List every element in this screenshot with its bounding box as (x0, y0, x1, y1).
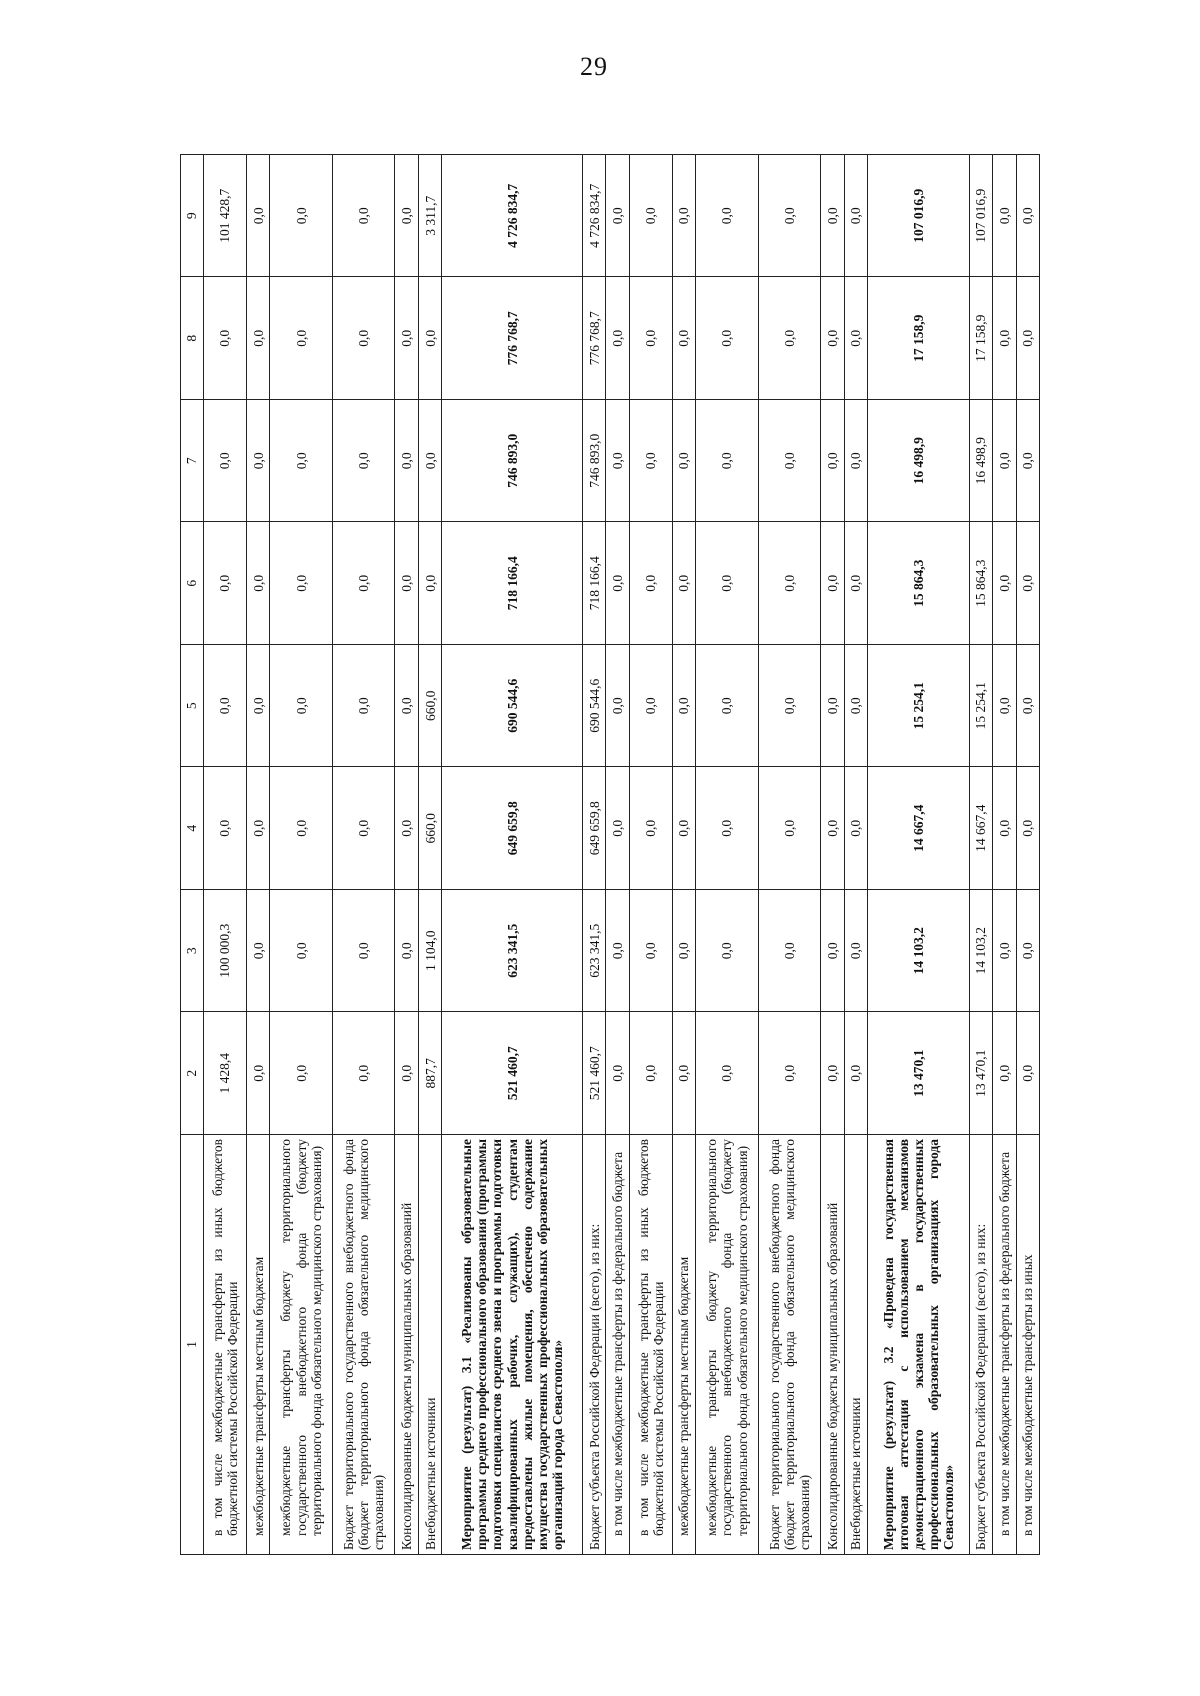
row-value: 0,0 (606, 522, 629, 645)
row-value: 4 726 834,7 (442, 155, 583, 278)
row-value: 0,0 (696, 155, 759, 278)
column-header: 9 (181, 155, 204, 278)
row-value: 15 254,1 (868, 645, 970, 768)
table-row (629, 155, 672, 1555)
row-value: 0,0 (758, 645, 821, 768)
row-value: 718 166,4 (582, 522, 605, 645)
row-value: 0,0 (1016, 277, 1040, 400)
row-value: 0,0 (821, 155, 844, 278)
row-value: 0,0 (758, 522, 821, 645)
row-value: 0,0 (821, 400, 844, 523)
table-row (246, 155, 269, 1555)
row-value: 690 544,6 (442, 645, 583, 768)
row-value: 15 864,3 (868, 522, 970, 645)
row-value: 0,0 (696, 645, 759, 768)
table-row (332, 155, 395, 1555)
row-label: межбюджетные трансферты бюджету территориального государственного внебюджетного фонда (бюджету территориального фонда обязательного медицинского страхования) (696, 1135, 759, 1555)
row-value: 0,0 (821, 645, 844, 768)
row-label: Внебюджетные источники (844, 1135, 867, 1555)
row-label: Бюджет территориального государственного внебюджетного фонда (бюджет территориального фонда обязательного медицинского страхования) (758, 1135, 821, 1555)
table-header (181, 155, 204, 1555)
row-value: 0,0 (270, 767, 333, 890)
row-label: Внебюджетные источники (418, 1135, 441, 1555)
row-value: 0,0 (204, 400, 247, 523)
row-value: 0,0 (1016, 645, 1040, 768)
row-value: 0,0 (629, 277, 672, 400)
row-value: 0,0 (672, 277, 695, 400)
row-value: 0,0 (844, 400, 867, 523)
row-value: 0,0 (246, 767, 269, 890)
table-row (270, 155, 333, 1555)
row-value: 0,0 (672, 400, 695, 523)
row-label: в том числе межбюджетные трансферты из федерального бюджета (606, 1135, 629, 1555)
row-value: 0,0 (821, 522, 844, 645)
row-label: межбюджетные трансферты местным бюджетам (672, 1135, 695, 1555)
row-label: Консолидированные бюджеты муниципальных образований (395, 1135, 418, 1555)
row-value: 0,0 (246, 645, 269, 768)
row-value: 0,0 (758, 767, 821, 890)
table-row (821, 155, 844, 1555)
row-value: 13 470,1 (868, 1012, 970, 1135)
row-value: 1 428,4 (204, 1012, 247, 1135)
row-value: 0,0 (672, 155, 695, 278)
row-value: 0,0 (844, 522, 867, 645)
row-value: 100 000,3 (204, 890, 247, 1013)
row-value: 16 498,9 (868, 400, 970, 523)
row-value: 0,0 (270, 645, 333, 768)
row-value: 887,7 (418, 1012, 441, 1135)
table-row (696, 155, 759, 1555)
row-value: 14 667,4 (868, 767, 970, 890)
row-label: Бюджет субъекта Российской Федерации (всего), из них: (582, 1135, 605, 1555)
row-value: 0,0 (672, 1012, 695, 1135)
column-header: 4 (181, 767, 204, 890)
row-value: 0,0 (993, 155, 1016, 278)
row-value: 0,0 (672, 522, 695, 645)
table-body (204, 155, 1040, 1555)
row-value: 0,0 (758, 155, 821, 278)
row-value: 0,0 (1016, 400, 1040, 523)
row-value: 0,0 (332, 890, 395, 1013)
row-value: 0,0 (629, 155, 672, 278)
row-value: 0,0 (332, 400, 395, 523)
row-value: 0,0 (993, 522, 1016, 645)
row-value: 0,0 (270, 522, 333, 645)
row-value: 0,0 (1016, 155, 1040, 278)
row-value: 0,0 (418, 277, 441, 400)
row-value: 0,0 (758, 890, 821, 1013)
row-value: 623 341,5 (442, 890, 583, 1013)
row-value: 623 341,5 (582, 890, 605, 1013)
page-number: 29 (580, 52, 608, 81)
row-value: 0,0 (672, 767, 695, 890)
row-value: 0,0 (246, 522, 269, 645)
row-value: 0,0 (332, 277, 395, 400)
row-value: 746 893,0 (582, 400, 605, 523)
row-label: Мероприятие (результат) 3.2 «Проведена государственная итоговая аттестация с использованием механизмов демонстрационного экзамена в государственных профессиональных образовательных организациях города Севастополя» (868, 1135, 970, 1555)
row-value: 521 460,7 (582, 1012, 605, 1135)
row-value: 0,0 (332, 1012, 395, 1135)
row-value: 0,0 (758, 1012, 821, 1135)
row-value: 0,0 (821, 767, 844, 890)
row-value: 0,0 (332, 522, 395, 645)
table-row (868, 155, 970, 1555)
row-value: 0,0 (993, 890, 1016, 1013)
row-value: 0,0 (395, 890, 418, 1013)
row-value: 0,0 (1016, 522, 1040, 645)
column-header: 3 (181, 890, 204, 1013)
table-row (582, 155, 605, 1555)
column-header: 5 (181, 645, 204, 768)
row-value: 0,0 (606, 645, 629, 768)
row-value: 0,0 (395, 522, 418, 645)
row-value: 0,0 (844, 645, 867, 768)
row-label: Бюджет субъекта Российской Федерации (всего), из них: (969, 1135, 992, 1555)
row-value: 0,0 (204, 645, 247, 768)
row-value: 0,0 (246, 1012, 269, 1135)
row-value: 16 498,9 (969, 400, 992, 523)
column-header: 8 (181, 277, 204, 400)
budget-table-container (180, 155, 1040, 1555)
row-label: в том числе межбюджетные трансферты из федерального бюджета (993, 1135, 1016, 1555)
row-value: 4 726 834,7 (582, 155, 605, 278)
row-value: 0,0 (672, 890, 695, 1013)
row-value: 718 166,4 (442, 522, 583, 645)
row-value: 14 103,2 (969, 890, 992, 1013)
row-value: 776 768,7 (442, 277, 583, 400)
column-header: 6 (181, 522, 204, 645)
row-value: 0,0 (629, 1012, 672, 1135)
table-row (844, 155, 867, 1555)
row-value: 15 864,3 (969, 522, 992, 645)
row-value: 0,0 (993, 645, 1016, 768)
row-value: 0,0 (629, 767, 672, 890)
row-value: 107 016,9 (868, 155, 970, 278)
row-value: 0,0 (395, 155, 418, 278)
row-value: 101 428,7 (204, 155, 247, 278)
row-value: 0,0 (696, 522, 759, 645)
row-value: 0,0 (246, 890, 269, 1013)
row-value: 17 158,9 (868, 277, 970, 400)
row-value: 0,0 (270, 1012, 333, 1135)
row-value: 13 470,1 (969, 1012, 992, 1135)
row-value: 0,0 (629, 890, 672, 1013)
row-value: 0,0 (204, 277, 247, 400)
row-value: 0,0 (696, 767, 759, 890)
row-value: 0,0 (1016, 767, 1040, 890)
row-value: 0,0 (204, 767, 247, 890)
row-value: 0,0 (270, 890, 333, 1013)
row-value: 0,0 (993, 767, 1016, 890)
row-value: 0,0 (1016, 1012, 1040, 1135)
row-value: 0,0 (844, 767, 867, 890)
row-value: 649 659,8 (442, 767, 583, 890)
row-value: 0,0 (696, 890, 759, 1013)
row-value: 0,0 (270, 155, 333, 278)
row-value: 0,0 (395, 277, 418, 400)
table-row (418, 155, 441, 1555)
table-row (758, 155, 821, 1555)
row-value: 0,0 (606, 155, 629, 278)
row-value: 15 254,1 (969, 645, 992, 768)
row-value: 0,0 (672, 645, 695, 768)
row-value: 649 659,8 (582, 767, 605, 890)
table-row (993, 155, 1016, 1555)
row-value: 0,0 (606, 400, 629, 523)
row-label: межбюджетные трансферты бюджету территориального государственного внебюджетного фонда (бюджету территориального фонда обязательного медицинского страхования) (270, 1135, 333, 1555)
row-label: в том числе межбюджетные трансферты из иных бюджетов бюджетной системы Российской Федерации (629, 1135, 672, 1555)
row-value: 0,0 (204, 522, 247, 645)
row-value: 0,0 (696, 1012, 759, 1135)
row-value: 0,0 (844, 890, 867, 1013)
column-header: 2 (181, 1012, 204, 1135)
row-value: 0,0 (696, 400, 759, 523)
table-row (1016, 155, 1040, 1555)
row-value: 0,0 (395, 1012, 418, 1135)
row-value: 0,0 (395, 767, 418, 890)
row-value: 0,0 (821, 277, 844, 400)
row-value: 0,0 (606, 277, 629, 400)
budget-table (180, 154, 1040, 1555)
row-label: в том числе межбюджетные трансферты из иных (1016, 1135, 1040, 1555)
row-value: 0,0 (246, 155, 269, 278)
row-value: 746 893,0 (442, 400, 583, 523)
row-value: 0,0 (246, 400, 269, 523)
row-value: 0,0 (696, 277, 759, 400)
table-row (672, 155, 695, 1555)
row-value: 0,0 (844, 155, 867, 278)
row-value: 521 460,7 (442, 1012, 583, 1135)
row-value: 0,0 (629, 645, 672, 768)
row-value: 0,0 (606, 1012, 629, 1135)
row-value: 1 104,0 (418, 890, 441, 1013)
row-value: 107 016,9 (969, 155, 992, 278)
row-value: 0,0 (606, 890, 629, 1013)
row-value: 0,0 (844, 277, 867, 400)
row-label: Консолидированные бюджеты муниципальных образований (821, 1135, 844, 1555)
row-label: в том числе межбюджетные трансферты из иных бюджетов бюджетной системы Российской Федерации (204, 1135, 247, 1555)
row-value: 0,0 (629, 400, 672, 523)
row-value: 0,0 (270, 277, 333, 400)
row-value: 660,0 (418, 767, 441, 890)
row-value: 0,0 (606, 767, 629, 890)
row-value: 0,0 (332, 645, 395, 768)
row-value: 0,0 (629, 522, 672, 645)
row-value: 0,0 (395, 645, 418, 768)
table-row (442, 155, 583, 1555)
row-value: 0,0 (758, 277, 821, 400)
row-value: 14 667,4 (969, 767, 992, 890)
row-value: 776 768,7 (582, 277, 605, 400)
row-value: 0,0 (1016, 890, 1040, 1013)
row-label: межбюджетные трансферты местным бюджетам (246, 1135, 269, 1555)
row-value: 0,0 (993, 1012, 1016, 1135)
row-value: 14 103,2 (868, 890, 970, 1013)
row-value: 3 311,7 (418, 155, 441, 278)
row-value: 17 158,9 (969, 277, 992, 400)
row-value: 0,0 (395, 400, 418, 523)
table-row (395, 155, 418, 1555)
row-value: 0,0 (418, 522, 441, 645)
row-value: 0,0 (844, 1012, 867, 1135)
table-row (204, 155, 247, 1555)
column-header: 1 (181, 1135, 204, 1555)
row-value: 0,0 (758, 400, 821, 523)
row-value: 0,0 (418, 400, 441, 523)
row-value: 0,0 (821, 1012, 844, 1135)
row-value: 0,0 (332, 767, 395, 890)
row-value: 0,0 (270, 400, 333, 523)
row-value: 0,0 (246, 277, 269, 400)
row-value: 0,0 (821, 890, 844, 1013)
row-value: 0,0 (993, 277, 1016, 400)
row-value: 0,0 (332, 155, 395, 278)
row-value: 660,0 (418, 645, 441, 768)
table-row (606, 155, 629, 1555)
column-header: 7 (181, 400, 204, 523)
row-value: 0,0 (993, 400, 1016, 523)
header-row (181, 155, 204, 1555)
row-value: 690 544,6 (582, 645, 605, 768)
table-row (969, 155, 992, 1555)
row-label: Бюджет территориального государственного внебюджетного фонда (бюджет территориального фонда обязательного медицинского страхования) (332, 1135, 395, 1555)
row-label: Мероприятие (результат) 3.1 «Реализованы образовательные программы среднего профессионального образования (программы подготовки специалистов среднего звена и программы подготовки квалифицированных рабочих, служащих), студентам предоставлены жилые помещения, обеспечено содержание имущества государственных профессиональных образовательных организаций города Севастополя» (442, 1135, 583, 1555)
